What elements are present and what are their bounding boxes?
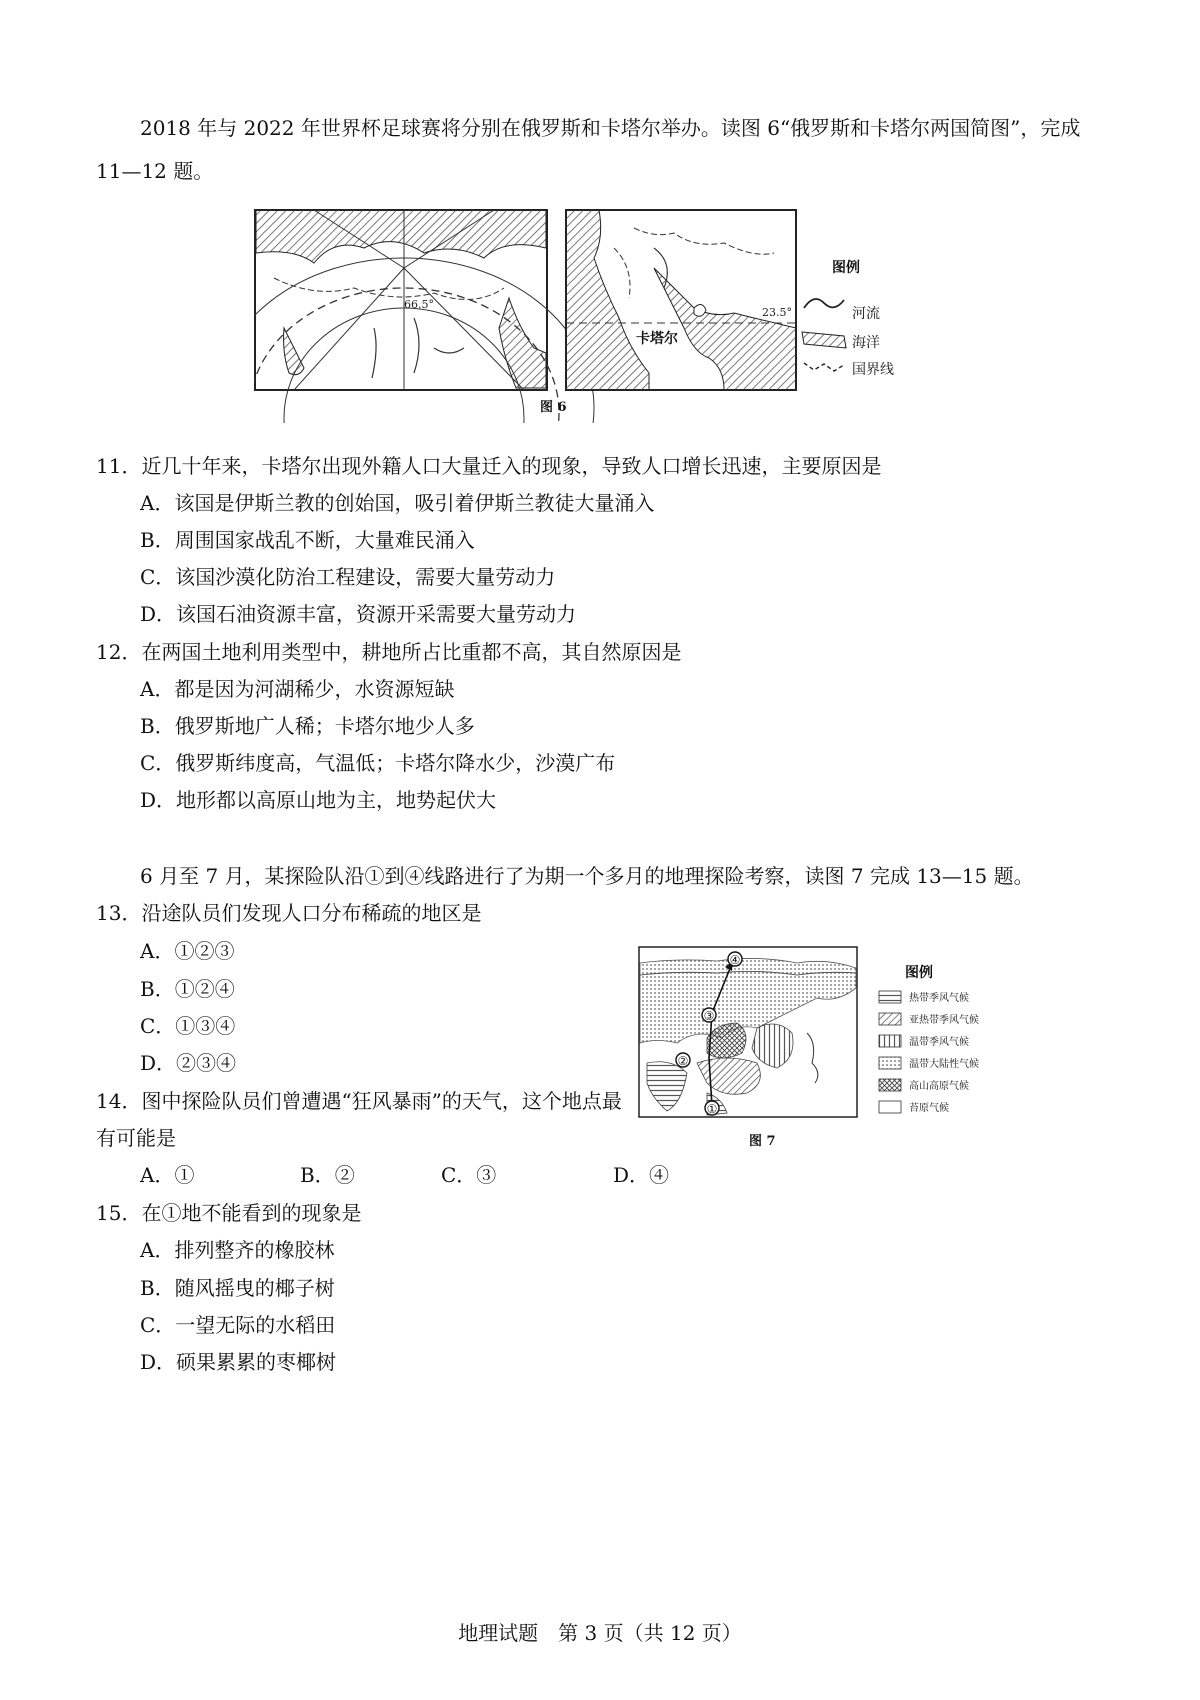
question-13-option-a: A．①②③ xyxy=(140,939,235,963)
question-15-stem: 15．在①地不能看到的现象是 xyxy=(96,1201,362,1225)
question-12-option-b: B．俄罗斯地广人稀；卡塔尔地少人多 xyxy=(140,714,475,738)
qatar-label: 卡塔尔 xyxy=(636,331,678,347)
question-14-stem-line-2: 有可能是 xyxy=(96,1126,176,1150)
fig6-legend-border: 国界线 xyxy=(852,362,894,378)
figure-7-caption: 图 7 xyxy=(749,1134,776,1149)
intro-paragraph-1: 2018 年与 2022 年世界杯足球赛将分别在俄罗斯和卡塔尔举办。读图 6“俄罗斯和卡塔尔两国简图”，完成 11—12 题。 xyxy=(96,116,1081,183)
route-marker-4: ④ xyxy=(729,953,741,967)
question-11-option-b: B．周围国家战乱不断，大量难民涌入 xyxy=(140,528,475,552)
question-15-option-c: C．一望无际的水稻田 xyxy=(140,1313,336,1337)
question-13-option-c: C．①③④ xyxy=(140,1014,236,1038)
page-footer: 地理试题 第 3 页（共 12 页） xyxy=(458,1621,742,1645)
legend-swatch-tundra xyxy=(879,1101,901,1113)
figure-7-legend xyxy=(879,964,979,1114)
river-legend-symbol xyxy=(804,299,844,308)
figure-6-legend xyxy=(802,259,894,378)
question-12-option-a: A．都是因为河湖稀少，水资源短缺 xyxy=(140,677,455,701)
figure-7-climate-map xyxy=(637,943,1027,1153)
question-14-option-d: D．④ xyxy=(613,1163,670,1187)
ocean-legend-symbol xyxy=(802,332,846,348)
fig6-legend-ocean: 海洋 xyxy=(852,335,880,351)
question-14-option-c: C．③ xyxy=(441,1163,497,1187)
question-11-option-a: A．该国是伊斯兰教的创始国，吸引着伊斯兰教徒大量涌入 xyxy=(140,491,655,515)
fig6-legend-river: 河流 xyxy=(852,306,880,322)
legend-swatch-temperate-monsoon xyxy=(879,1035,901,1047)
question-11-option-c: C．该国沙漠化防治工程建设，需要大量劳动力 xyxy=(140,565,556,589)
fig7-legend-title: 图例 xyxy=(905,965,933,981)
legend-temperate-monsoon: 温带季风气候 xyxy=(909,1037,969,1048)
asia-map xyxy=(639,947,857,1117)
middle-east-map xyxy=(566,210,796,390)
legend-subtropical-monsoon: 亚热带季风气候 xyxy=(909,1015,979,1026)
russia-map xyxy=(254,210,594,423)
figure-6-maps xyxy=(254,208,914,423)
route-marker-3: ③ xyxy=(703,1009,715,1023)
question-11-stem: 11．近几十年来，卡塔尔出现外籍人口大量迁入的现象，导致人口增长迅速，主要原因是 xyxy=(96,454,882,478)
question-15-option-d: D．硕果累累的枣椰树 xyxy=(140,1350,337,1374)
figure-6-caption: 图 6 xyxy=(540,400,567,415)
question-15-option-a: A．排列整齐的橡胶林 xyxy=(140,1238,335,1262)
question-12-option-d: D．地形都以高原山地为主，地势起伏大 xyxy=(140,788,497,812)
border-legend-symbol xyxy=(804,363,844,371)
fig6-legend-title: 图例 xyxy=(832,260,860,276)
question-14-option-a: A．① xyxy=(140,1163,195,1187)
legend-swatch-subtropical-monsoon xyxy=(879,1013,901,1025)
route-marker-2: ② xyxy=(677,1054,689,1068)
question-13-option-b: B．①②④ xyxy=(140,977,235,1001)
question-12-stem: 12．在两国土地利用类型中，耕地所占比重都不高，其自然原因是 xyxy=(96,640,682,664)
question-12-option-c: C．俄罗斯纬度高，气温低；卡塔尔降水少，沙漠广布 xyxy=(140,751,616,775)
legend-swatch-highland xyxy=(879,1079,901,1091)
question-15-option-b: B．随风摇曳的椰子树 xyxy=(140,1276,335,1300)
legend-temperate-continental: 温带大陆性气候 xyxy=(909,1059,979,1070)
russia-map-latitude-label: 66.5° xyxy=(404,298,434,311)
route-marker-1: ① xyxy=(706,1102,718,1116)
middle-east-latitude-label: 23.5° xyxy=(762,306,792,319)
legend-tundra: 苔原气候 xyxy=(909,1103,949,1114)
legend-swatch-temperate-continental xyxy=(879,1057,901,1069)
question-13-stem: 13．沿途队员们发现人口分布稀疏的地区是 xyxy=(96,901,482,925)
question-13-option-d: D．②③④ xyxy=(140,1051,237,1075)
intro-paragraph-2: 6 月至 7 月，某探险队沿①到④线路进行了为期一个多月的地理探险考察，读图 7 完成 13—15 题。 xyxy=(140,864,1034,888)
question-14-stem-line-1: 14．图中探险队员们曾遭遇“狂风暴雨”的天气，这个地点最 xyxy=(96,1089,622,1113)
question-14-option-b: B．② xyxy=(300,1163,355,1187)
question-11-option-d: D．该国石油资源丰富，资源开采需要大量劳动力 xyxy=(140,602,577,626)
legend-tropical-monsoon: 热带季风气候 xyxy=(909,993,969,1004)
legend-swatch-tropical-monsoon xyxy=(879,991,901,1003)
legend-highland: 高山高原气候 xyxy=(909,1081,969,1092)
